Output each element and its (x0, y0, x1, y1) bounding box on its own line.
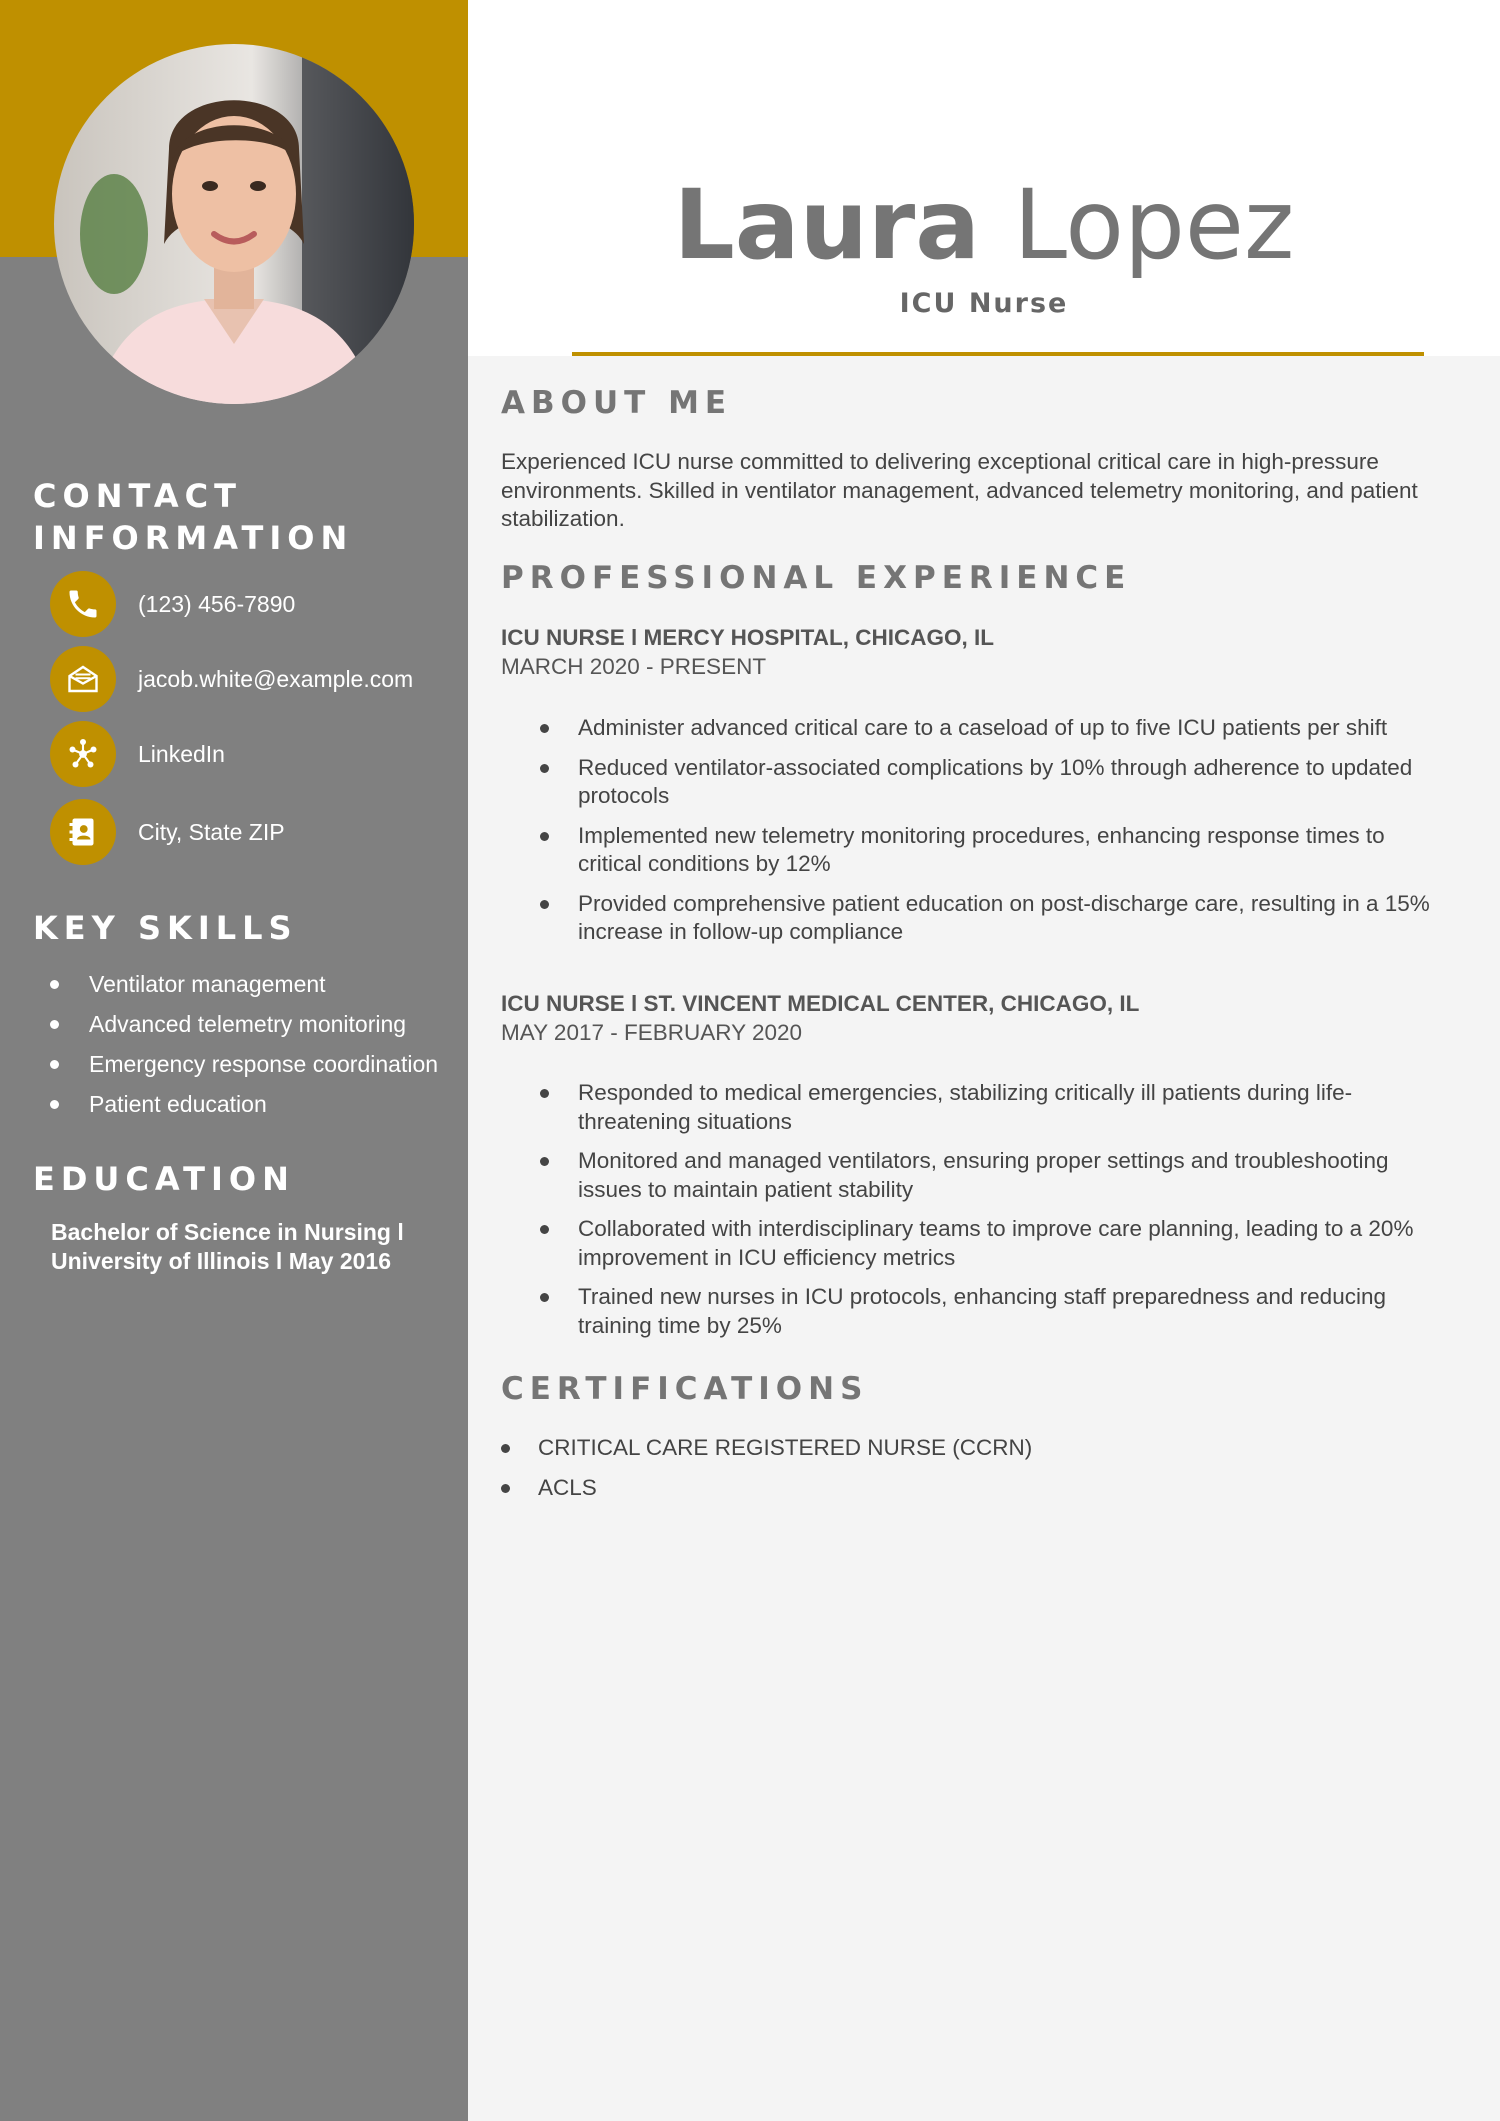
list-item: Advanced telemetry monitoring (50, 1004, 438, 1044)
contact-address-text: City, State ZIP (138, 818, 285, 845)
about-heading: ABOUT ME (501, 385, 733, 421)
skills-heading: KEY SKILLS (33, 909, 298, 947)
list-item: CRITICAL CARE REGISTERED NURSE (CCRN) (501, 1428, 1032, 1468)
list-item: Collaborated with interdisciplinary teams to improve care planning, leading to a 20% improvement in ICU efficiency metrics (540, 1215, 1430, 1272)
list-item: Responded to medical emergencies, stabilizing critically ill patients during life-threatening situations (540, 1079, 1430, 1136)
list-item: Administer advanced critical care to a caseload of up to five ICU patients per shift (540, 714, 1430, 743)
list-item: ACLS (501, 1468, 1032, 1508)
job-1-dates: MARCH 2020 - PRESENT (501, 654, 767, 679)
last-name: Lopez (1013, 169, 1295, 281)
list-item: Monitored and managed ventilators, ensuring proper settings and troubleshooting issues to maintain patient stability (540, 1147, 1430, 1204)
job-1-title: ICU NURSE l MERCY HOSPITAL, CHICAGO, IL (501, 625, 994, 650)
list-item: Provided comprehensive patient education on post-discharge care, resulting in a 15% increase in follow-up compliance (540, 890, 1430, 947)
experience-heading: PROFESSIONAL EXPERIENCE (501, 560, 1132, 596)
contact-heading-line1: CONTACT (33, 477, 242, 515)
job-title: ICU Nurse (899, 288, 1069, 319)
phone-icon (50, 571, 116, 637)
contact-linkedin-text: LinkedIn (138, 740, 225, 767)
contact-heading (33, 475, 353, 559)
contact-phone-text: (123) 456-7890 (138, 590, 296, 617)
job-1-bullets (540, 714, 1430, 958)
contact-email[interactable] (50, 646, 413, 712)
certifications-heading: CERTIFICATIONS (501, 1371, 869, 1407)
about-text: Experienced ICU nurse committed to delivering exceptional critical care in high-pressure environments. Skilled in ventilator management, advanced telemetry monitoring, and patient stabilization. (501, 449, 1418, 531)
person-name (468, 170, 1500, 280)
list-item: Patient education (50, 1084, 438, 1124)
job-2-title: ICU NURSE l ST. VINCENT MEDICAL CENTER, CHICAGO, IL (501, 991, 1140, 1016)
list-item: Implemented new telemetry monitoring procedures, enhancing response times to critical conditions by 12% (540, 822, 1430, 879)
address-book-icon (50, 799, 116, 865)
list-item: Trained new nurses in ICU protocols, enhancing staff preparedness and reducing training time by 25% (540, 1283, 1430, 1340)
education-entry (51, 1218, 451, 1276)
job-2-dates: MAY 2017 - FEBRUARY 2020 (501, 1020, 802, 1045)
contact-phone[interactable] (50, 571, 295, 637)
network-icon (50, 721, 116, 787)
contact-address[interactable] (50, 799, 285, 865)
contact-heading-line2: INFORMATION (33, 519, 354, 557)
certifications-list (501, 1428, 1032, 1508)
envelope-icon (50, 646, 116, 712)
job-2-bullets (540, 1079, 1430, 1351)
skills-list (50, 964, 438, 1124)
contact-email-text: jacob.white@example.com (138, 665, 414, 692)
list-item: Emergency response coordination (50, 1044, 438, 1084)
education-heading: EDUCATION (33, 1160, 295, 1198)
education-line2: University of Illinois l May 2016 (51, 1248, 392, 1274)
list-item: Ventilator management (50, 964, 438, 1004)
header-divider (572, 352, 1424, 356)
education-line1: Bachelor of Science in Nursing l (51, 1219, 404, 1245)
contact-linkedin[interactable] (50, 721, 225, 787)
first-name: Laura (673, 169, 981, 281)
profile-photo (54, 44, 414, 404)
list-item: Reduced ventilator-associated complications by 10% through adherence to updated protocols (540, 754, 1430, 811)
